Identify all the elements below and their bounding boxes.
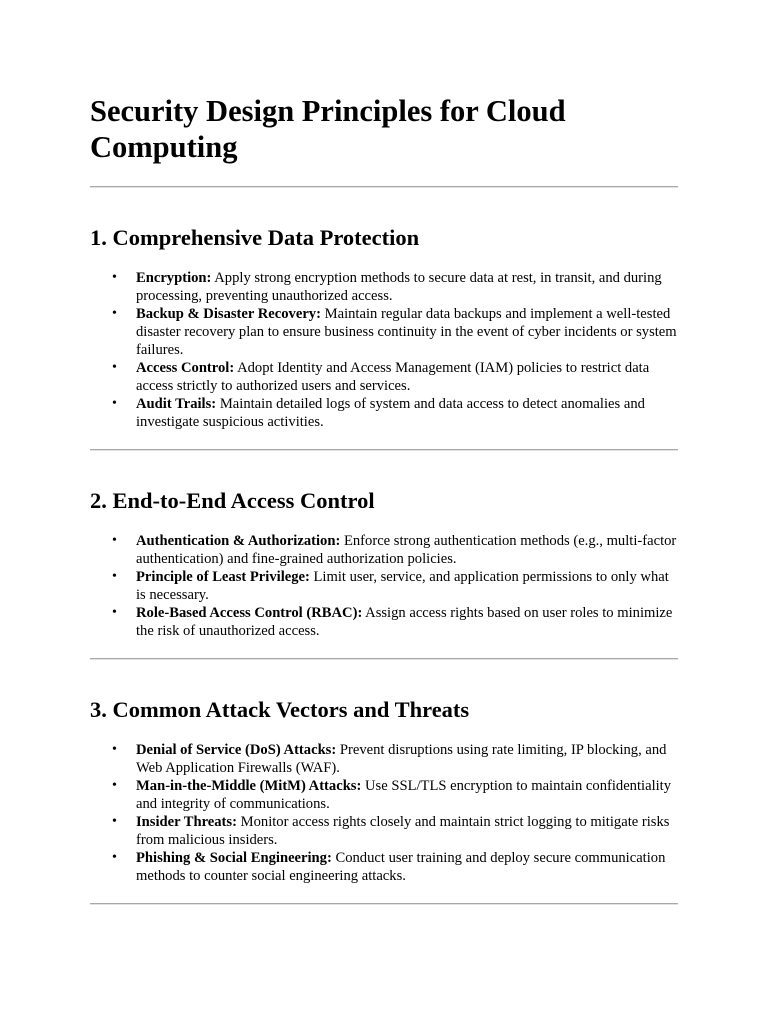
item-term: Man-in-the-Middle (MitM) Attacks: xyxy=(136,778,362,794)
item-text: Assign access rights based on user roles to minimize the risk of unauthorized access. xyxy=(136,605,673,639)
item-term: Audit Trails: xyxy=(136,396,217,412)
section-divider xyxy=(90,658,678,660)
list-item xyxy=(136,269,678,305)
section-divider xyxy=(90,903,678,905)
list-item xyxy=(136,568,678,604)
list-item xyxy=(136,532,678,568)
section-heading: 1. Comprehensive Data Protection xyxy=(90,225,420,250)
item-text: Maintain detailed logs of system and data access to detect anomalies and investigate suspicious activities. xyxy=(136,396,645,430)
section-divider xyxy=(90,449,678,451)
item-text: Maintain regular data backups and implement a well-tested disaster recovery plan to ensure business continuity in the event of cyber incidents or system failures. xyxy=(136,306,677,358)
list-item xyxy=(136,395,678,431)
bullet-list xyxy=(90,741,678,885)
item-term: Denial of Service (DoS) Attacks: xyxy=(136,742,337,758)
bullet-list xyxy=(90,269,678,431)
item-term: Access Control: xyxy=(136,360,235,376)
section-heading: 2. End-to-End Access Control xyxy=(90,488,375,513)
item-text: Limit user, service, and application permissions to only what is necessary. xyxy=(136,569,669,603)
item-text: Enforce strong authentication methods (e.g., multi-factor authentication) and fine-grained authorization policies. xyxy=(136,533,677,567)
list-item xyxy=(136,777,678,813)
item-term: Backup & Disaster Recovery: xyxy=(136,306,321,322)
list-item xyxy=(136,305,678,359)
item-term: Authentication & Authorization: xyxy=(136,533,341,549)
item-term: Principle of Least Privilege: xyxy=(136,569,310,585)
item-text: Monitor access rights closely and maintain strict logging to mitigate risks from malicious insiders. xyxy=(136,814,670,848)
list-item xyxy=(136,849,678,885)
section-access-control xyxy=(90,487,678,660)
list-item xyxy=(136,359,678,395)
item-text: Conduct user training and deploy secure communication methods to counter social engineering attacks. xyxy=(136,850,666,884)
document-page xyxy=(90,0,678,905)
item-term: Insider Threats: xyxy=(136,814,237,830)
item-term: Role-Based Access Control (RBAC): xyxy=(136,605,363,621)
item-text: Adopt Identity and Access Management (IAM) policies to restrict data access strictly to authorized users and services. xyxy=(136,360,650,394)
list-item xyxy=(136,604,678,640)
item-text: Apply strong encryption methods to secure data at rest, in transit, and during processing, preventing unauthorized access. xyxy=(136,270,662,304)
section-heading: 3. Common Attack Vectors and Threats xyxy=(90,697,470,722)
section-data-protection xyxy=(90,224,678,451)
list-item xyxy=(136,813,678,849)
item-term: Encryption: xyxy=(136,270,212,286)
item-text: Prevent disruptions using rate limiting, IP blocking, and Web Application Firewalls (WAF). xyxy=(136,742,667,776)
item-text: Use SSL/TLS encryption to maintain confidentiality and integrity of communications. xyxy=(136,778,672,812)
list-item xyxy=(136,741,678,777)
page-title: Security Design Principles for Cloud Computing xyxy=(90,94,566,164)
item-term: Phishing & Social Engineering: xyxy=(136,850,332,866)
section-attack-vectors xyxy=(90,696,678,905)
title-divider xyxy=(90,186,678,188)
bullet-list xyxy=(90,532,678,640)
